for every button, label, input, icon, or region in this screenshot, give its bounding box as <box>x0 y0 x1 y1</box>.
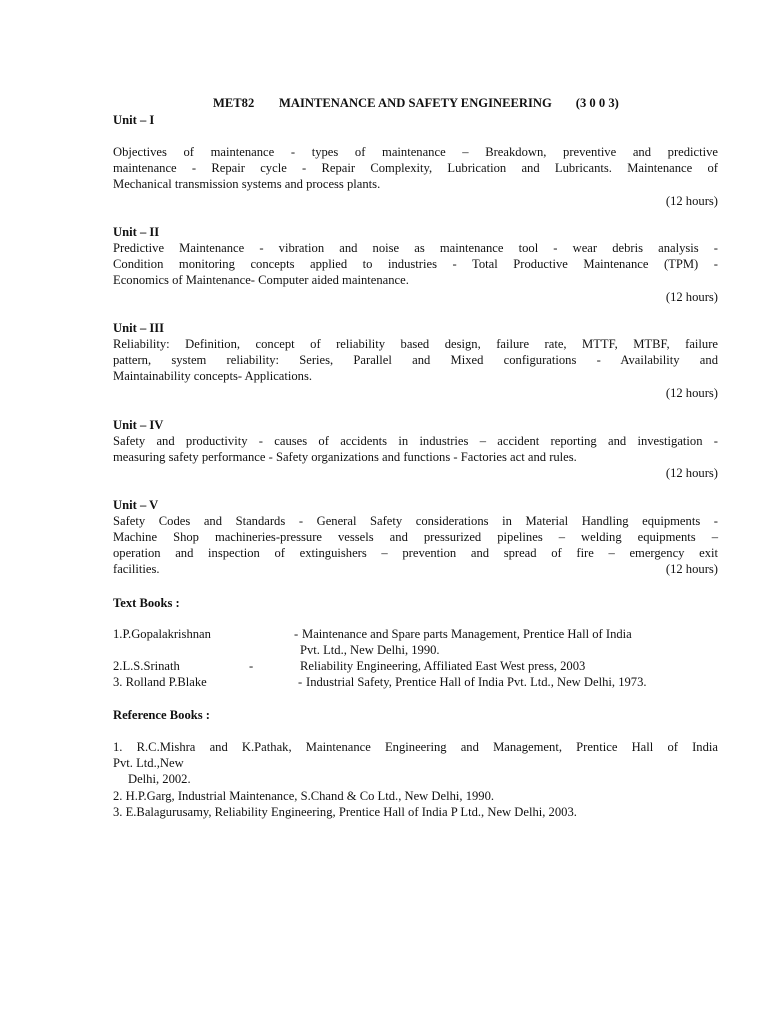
unit-hours: (12 hours) <box>665 561 718 576</box>
unit-text-line: operation and inspection of extinguishers – prevention and spread of fire – emergency exit <box>113 546 718 561</box>
unit-hours: (12 hours) <box>665 289 718 304</box>
reference-item: 1. R.C.Mishra and K.Pathak, Maintenance Engineering and Management, Prentice Hall of India <box>113 740 718 754</box>
unit-heading: Unit – II <box>113 225 160 239</box>
course-credits: (3 0 0 3) <box>575 96 619 110</box>
unit-heading: Unit – III <box>113 321 165 335</box>
reference-books <box>113 708 718 723</box>
book-title-continued: Pvt. Ltd., New Delhi, 1990. <box>300 643 440 657</box>
unit-text-line: maintenance - Repair cycle - Repair Complexity, Lubrication and Lubricants. Maintenance of <box>113 161 718 176</box>
reference-book-list <box>113 739 718 820</box>
book-author: 1.P.Gopalakrishnan <box>113 627 211 641</box>
book-title: Industrial Safety, Prentice Hall of India Pvt. Ltd., New Delhi, 1973. <box>306 675 647 689</box>
unit-text-line: facilities. <box>113 561 160 576</box>
course-code: MET82 <box>213 96 255 110</box>
unit-last-line <box>113 562 718 578</box>
book-separator: - <box>298 675 303 689</box>
unit-text-line: Predictive Maintenance - vibration and noise as maintenance tool - wear debris analysis - <box>113 241 718 255</box>
unit-heading: Unit – I <box>113 113 155 127</box>
book-title: Reliability Engineering, Affiliated East West press, 2003 <box>300 659 586 673</box>
unit-text-line: Reliability: Definition, concept of reliability based design, failure rate, MTTF, MTBF, failure <box>113 337 718 351</box>
reference-item: Delhi, 2002. <box>128 772 191 787</box>
reference-item: 2. H.P.Garg, Industrial Maintenance, S.Chand & Co Ltd., New Delhi, 1990. <box>113 788 495 803</box>
book-title: Maintenance and Spare parts Management, Prentice Hall of India <box>302 627 632 641</box>
unit-3 <box>113 321 718 401</box>
unit-hours: (12 hours) <box>665 193 718 208</box>
section-heading: Reference Books : <box>113 708 210 722</box>
reference-item: 3. E.Balagurusamy, Reliability Engineering, Prentice Hall of India P Ltd., New Delhi, 2003. <box>113 804 577 819</box>
text-books <box>113 596 718 611</box>
book-separator: - <box>294 627 299 641</box>
unit-text-line: Economics of Maintenance- Computer aided maintenance. <box>113 273 409 288</box>
unit-hours: (12 hours) <box>665 385 718 400</box>
book-author: 2.L.S.Srinath <box>113 659 180 673</box>
section-heading: Text Books : <box>113 596 180 610</box>
unit-heading: Unit – V <box>113 498 159 512</box>
unit-1-body <box>113 144 718 209</box>
unit-text-line: measuring safety performance - Safety organizations and functions - Factories act and rules. <box>113 450 577 465</box>
unit-5 <box>113 498 718 578</box>
unit-text-line: Safety Codes and Standards - General Safety considerations in Material Handling equipments - <box>113 514 718 528</box>
unit-text-line: pattern, system reliability: Series, Parallel and Mixed configurations - Availability and <box>113 353 718 368</box>
text-book-list <box>113 626 718 696</box>
unit-2 <box>113 225 718 305</box>
unit-heading: Unit – IV <box>113 418 164 432</box>
unit-text-line: Safety and productivity - causes of accidents in industries – accident reporting and investigation - <box>113 434 718 448</box>
unit-text-line: Machine Shop machineries-pressure vessels and pressurized pipelines – welding equipments – <box>113 530 718 545</box>
course-title <box>213 96 619 111</box>
unit-text-line: Objectives of maintenance - types of maintenance – Breakdown, preventive and predictive <box>113 145 718 159</box>
unit-text-line: Condition monitoring concepts applied to industries - Total Productive Maintenance (TPM) - <box>113 257 718 272</box>
unit-4 <box>113 418 718 482</box>
book-separator: - <box>249 659 254 673</box>
unit-text-line: Mechanical transmission systems and process plants. <box>113 177 381 192</box>
unit-1 <box>113 113 718 128</box>
reference-item: Pvt. Ltd.,New <box>113 756 184 771</box>
unit-text-line: Maintainability concepts- Applications. <box>113 369 313 384</box>
course-name: MAINTENANCE AND SAFETY ENGINEERING <box>279 96 552 110</box>
book-author: 3. Rolland P.Blake <box>113 675 207 689</box>
unit-hours: (12 hours) <box>665 466 718 481</box>
